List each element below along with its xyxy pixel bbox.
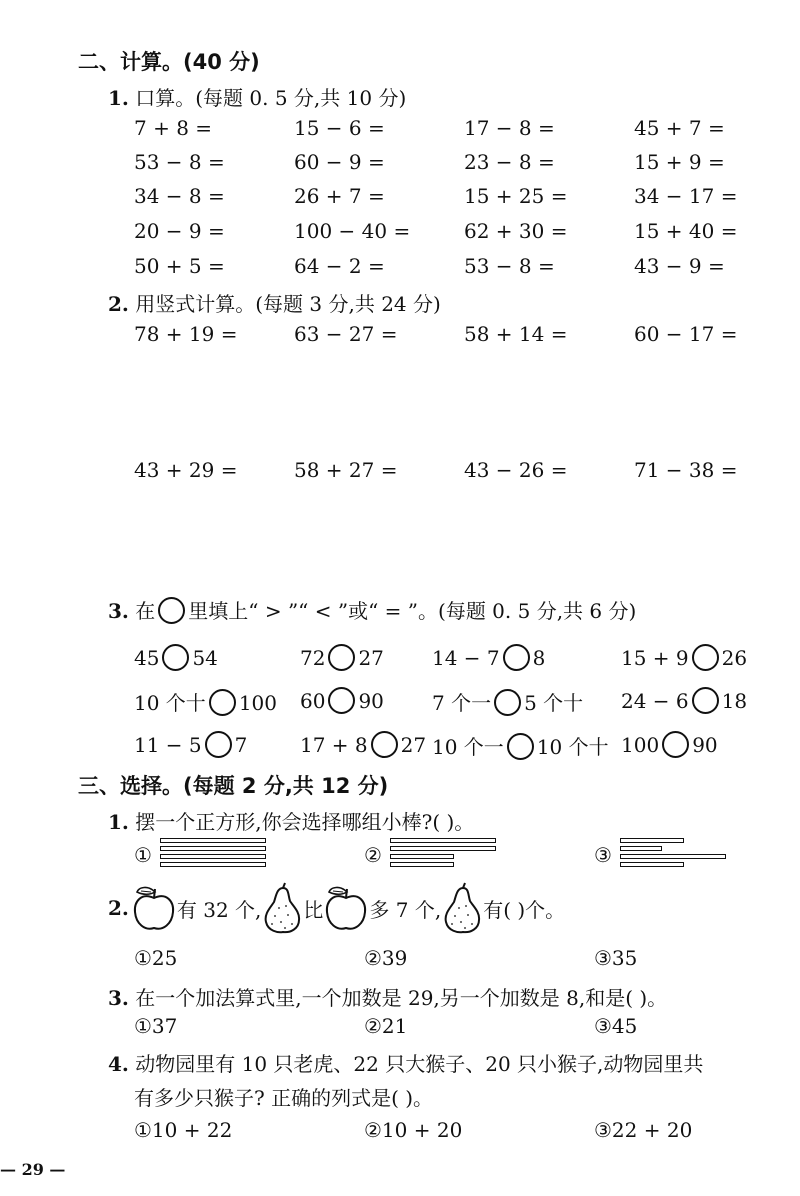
vertical-calc-item: 58 + 14 = <box>464 322 568 346</box>
q1-text: 口算。(每题 0. 5 分,共 10 分) <box>135 86 407 110</box>
compare-item <box>300 731 426 758</box>
compare-left: 15 + 9 <box>621 646 689 670</box>
q3-text-after: 里填上“ > ”“ < ”或“ = ”。(每题 0. 5 分,共 6 分) <box>188 599 637 623</box>
calc-item: 50 + 5 = <box>134 254 225 278</box>
s3-q3-option-1[interactable]: ①37 <box>134 1014 178 1038</box>
compare-item <box>432 644 545 671</box>
s3-q2-option-1[interactable]: ①25 <box>134 946 178 970</box>
compare-left: 100 <box>621 733 660 757</box>
calc-item: 34 − 17 = <box>634 184 738 208</box>
circle-icon <box>158 597 185 624</box>
compare-left: 72 <box>300 646 326 670</box>
s3-q4-option-3[interactable]: ③22 + 20 <box>594 1118 693 1142</box>
vertical-calc-item: 71 − 38 = <box>634 458 738 482</box>
section-2-title: 二、计算。(40 分) <box>78 50 260 74</box>
compare-right: 7 <box>234 733 248 757</box>
compare-item <box>621 644 747 671</box>
compare-right: 90 <box>358 689 384 713</box>
compare-left: 7 个一 <box>432 691 492 715</box>
s3-q4-text-line2: 有多少只猴子? 正确的列式是( )。 <box>134 1086 434 1110</box>
q2-heading <box>108 288 441 317</box>
s3-q1-text: 摆一个正方形,你会选择哪组小棒?( )。 <box>135 810 475 834</box>
calc-item: 53 − 8 = <box>464 254 555 278</box>
compare-left: 45 <box>134 646 160 670</box>
s3-q2-part3: 多 7 个, <box>369 897 442 922</box>
compare-item <box>134 644 218 671</box>
compare-left: 17 + 8 <box>300 733 368 757</box>
calc-item: 26 + 7 = <box>294 184 385 208</box>
calc-item: 34 − 8 = <box>134 184 225 208</box>
answer-circle[interactable] <box>209 689 236 716</box>
q3-number: 3. <box>108 599 129 623</box>
s3-q1-option-1[interactable]: ① <box>134 843 152 867</box>
pear-icon <box>441 882 483 934</box>
answer-circle[interactable] <box>205 731 232 758</box>
compare-item <box>134 731 247 758</box>
calc-item: 15 + 40 = <box>634 219 738 243</box>
s3-q3-text: 在一个加法算式里,一个加数是 29,另一个加数是 8,和是( )。 <box>135 986 668 1010</box>
q3-heading <box>108 595 636 624</box>
compare-right: 27 <box>358 646 384 670</box>
compare-right: 90 <box>692 733 718 757</box>
calc-item: 53 − 8 = <box>134 150 225 174</box>
s3-q2-part4: 有( )个。 <box>483 897 566 922</box>
answer-circle[interactable] <box>692 644 719 671</box>
calc-item: 7 + 8 = <box>134 116 213 140</box>
calc-item: 17 − 8 = <box>464 116 555 140</box>
s3-q4-option-2[interactable]: ②10 + 20 <box>364 1118 463 1142</box>
pear-icon <box>261 882 303 934</box>
compare-right: 26 <box>721 646 748 670</box>
s3-q3-heading <box>108 982 667 1011</box>
q2-number: 2. <box>108 292 129 316</box>
compare-left: 24 − 6 <box>621 689 689 713</box>
s3-q4-option-1[interactable]: ①10 + 22 <box>134 1118 233 1142</box>
compare-item <box>621 731 718 758</box>
compare-left: 10 个十 <box>134 691 206 715</box>
answer-circle[interactable] <box>494 689 521 716</box>
answer-circle[interactable] <box>503 644 530 671</box>
vertical-calc-item: 43 + 29 = <box>134 458 238 482</box>
calc-item: 64 − 2 = <box>294 254 385 278</box>
s3-q3-option-3[interactable]: ③45 <box>594 1014 638 1038</box>
s3-q2-option-2[interactable]: ②39 <box>364 946 408 970</box>
s3-q4-text-line1: 动物园里有 10 只老虎、22 只大猴子、20 只小猴子,动物园里共 <box>135 1052 704 1076</box>
q3-text-before: 在 <box>135 599 156 623</box>
s3-q1-heading <box>108 806 474 835</box>
answer-circle[interactable] <box>692 687 719 714</box>
calc-item: 45 + 7 = <box>634 116 725 140</box>
compare-item <box>621 687 747 714</box>
answer-circle[interactable] <box>507 733 534 760</box>
compare-item <box>432 687 583 716</box>
calc-item: 23 − 8 = <box>464 150 555 174</box>
page-number: — 29 — <box>0 1160 66 1179</box>
compare-right: 27 <box>400 733 427 757</box>
s3-q2-number: 2. <box>108 896 129 920</box>
compare-left: 60 <box>300 689 326 713</box>
calc-item: 15 + 9 = <box>634 150 725 174</box>
apple-icon <box>131 884 177 932</box>
answer-circle[interactable] <box>371 731 398 758</box>
vertical-calc-item: 58 + 27 = <box>294 458 398 482</box>
calc-item: 62 + 30 = <box>464 219 568 243</box>
compare-left: 11 − 5 <box>134 733 202 757</box>
calc-item: 15 + 25 = <box>464 184 568 208</box>
q1-heading <box>108 82 406 111</box>
s3-q2-part1: 有 32 个, <box>176 897 262 922</box>
compare-item <box>432 731 609 760</box>
vertical-calc-item: 43 − 26 = <box>464 458 568 482</box>
answer-circle[interactable] <box>328 687 355 714</box>
compare-left: 10 个一 <box>432 735 504 759</box>
vertical-calc-item: 60 − 17 = <box>634 322 738 346</box>
compare-item <box>300 644 384 671</box>
compare-item <box>300 687 384 714</box>
compare-right: 5 个十 <box>524 691 584 715</box>
s3-q1-option-2[interactable]: ② <box>364 843 382 867</box>
answer-circle[interactable] <box>328 644 355 671</box>
s3-q2-option-3[interactable]: ③35 <box>594 946 638 970</box>
s3-q3-option-2[interactable]: ②21 <box>364 1014 408 1038</box>
section-3-title: 三、选择。(每题 2 分,共 12 分) <box>78 774 389 798</box>
s3-q4-line1 <box>108 1048 703 1077</box>
compare-left: 14 − 7 <box>432 646 500 670</box>
compare-right: 10 个十 <box>536 735 609 759</box>
answer-circle[interactable] <box>162 644 189 671</box>
compare-right: 8 <box>532 646 546 670</box>
s3-q1-number: 1. <box>108 810 129 834</box>
s3-q3-number: 3. <box>108 986 129 1010</box>
vertical-calc-item: 78 + 19 = <box>134 322 238 346</box>
calc-item: 43 − 9 = <box>634 254 725 278</box>
vertical-calc-item: 63 − 27 = <box>294 322 398 346</box>
calc-item: 20 − 9 = <box>134 219 225 243</box>
compare-right: 18 <box>721 689 748 713</box>
calc-item: 15 − 6 = <box>294 116 385 140</box>
s3-q4-number: 4. <box>108 1052 129 1076</box>
s3-q2-heading <box>108 882 565 934</box>
answer-circle[interactable] <box>662 731 689 758</box>
compare-right: 100 <box>238 691 277 715</box>
s3-q2-part2: 比 <box>303 897 324 922</box>
q1-number: 1. <box>108 86 129 110</box>
calc-item: 100 − 40 = <box>294 219 411 243</box>
compare-item <box>134 687 277 716</box>
q2-text: 用竖式计算。(每题 3 分,共 24 分) <box>135 292 441 316</box>
s3-q1-option-3[interactable]: ③ <box>594 843 612 867</box>
compare-right: 54 <box>192 646 218 670</box>
apple-icon <box>323 884 369 932</box>
calc-item: 60 − 9 = <box>294 150 385 174</box>
